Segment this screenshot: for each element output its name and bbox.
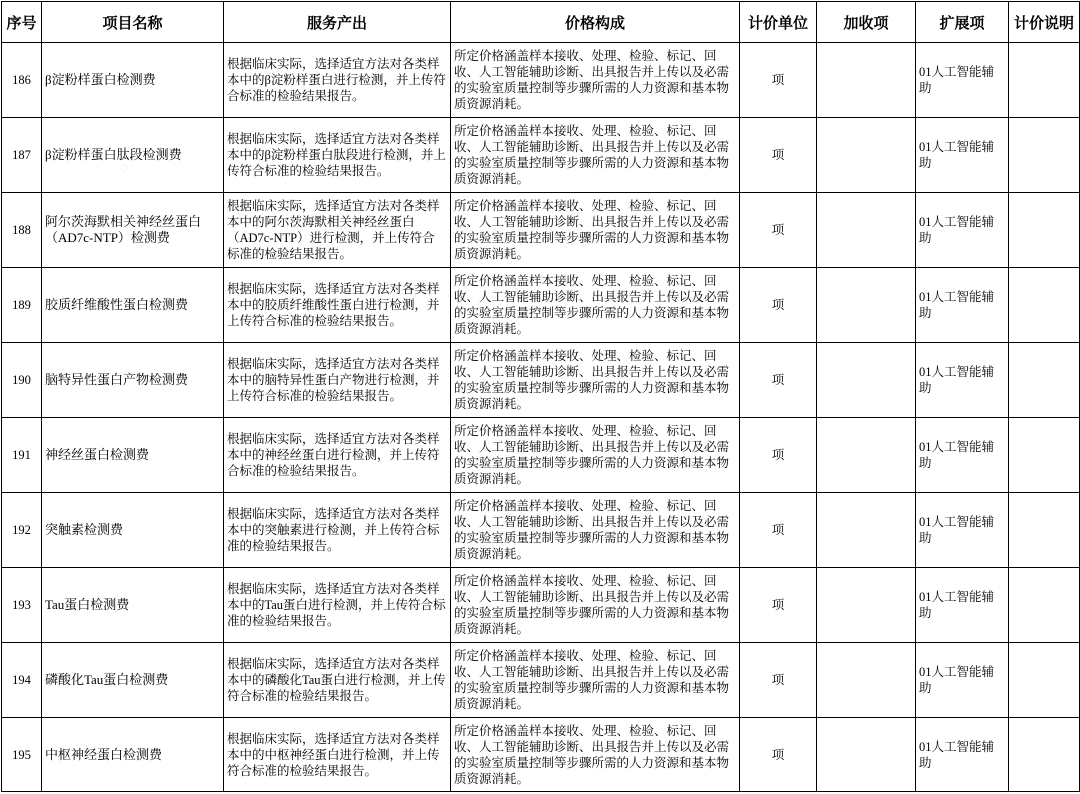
cell-output: 根据临床实际，选择适宜方法对各类样本中的神经丝蛋白进行检测，并上传符合标准的检验结果报告。 — [224, 418, 451, 493]
cell-output: 根据临床实际，选择适宜方法对各类样本中的Tau蛋白进行检测，并上传符合标准的检验结果报告。 — [224, 568, 451, 643]
cell-extension: 01人工智能辅助 — [916, 718, 1009, 792]
cell-no: 191 — [2, 418, 42, 493]
cell-note — [1009, 643, 1080, 718]
cell-no: 190 — [2, 343, 42, 418]
cell-surcharge — [817, 268, 916, 343]
cell-name: 中枢神经蛋白检测费 — [42, 718, 224, 792]
table-row — [2, 643, 1080, 718]
header-unit: 计价单位 — [740, 2, 817, 43]
cell-surcharge — [817, 193, 916, 268]
header-no: 序号 — [2, 2, 42, 43]
cell-price: 所定价格涵盖样本接收、处理、检验、标记、回收、人工智能辅助诊断、出具报告并上传以及必需的实验室质量控制等步骤所需的人力资源和基本物质资源消耗。 — [451, 643, 740, 718]
cell-name: β淀粉样蛋白肽段检测费 — [42, 118, 224, 193]
cell-extension: 01人工智能辅助 — [916, 493, 1009, 568]
cell-name: β淀粉样蛋白检测费 — [42, 43, 224, 118]
header-note: 计价说明 — [1009, 2, 1080, 43]
fee-table — [1, 1, 1080, 792]
cell-no: 193 — [2, 568, 42, 643]
cell-note — [1009, 568, 1080, 643]
header-output: 服务产出 — [224, 2, 451, 43]
cell-price: 所定价格涵盖样本接收、处理、检验、标记、回收、人工智能辅助诊断、出具报告并上传以及必需的实验室质量控制等步骤所需的人力资源和基本物质资源消耗。 — [451, 493, 740, 568]
cell-unit: 项 — [740, 718, 817, 792]
table-row — [2, 43, 1080, 118]
cell-surcharge — [817, 418, 916, 493]
cell-output: 根据临床实际，选择适宜方法对各类样本中的胶质纤维酸性蛋白进行检测，并上传符合标准的检验结果报告。 — [224, 268, 451, 343]
cell-extension: 01人工智能辅助 — [916, 643, 1009, 718]
cell-extension: 01人工智能辅助 — [916, 418, 1009, 493]
cell-unit: 项 — [740, 193, 817, 268]
cell-surcharge — [817, 118, 916, 193]
cell-note — [1009, 493, 1080, 568]
cell-output: 根据临床实际，选择适宜方法对各类样本中的突触素进行检测，并上传符合标准的检验结果报告。 — [224, 493, 451, 568]
cell-unit: 项 — [740, 643, 817, 718]
cell-no: 186 — [2, 43, 42, 118]
cell-unit: 项 — [740, 493, 817, 568]
cell-surcharge — [817, 643, 916, 718]
table-header — [2, 2, 1080, 43]
cell-note — [1009, 193, 1080, 268]
cell-output: 根据临床实际，选择适宜方法对各类样本中的磷酸化Tau蛋白进行检测，并上传符合标准的检验结果报告。 — [224, 643, 451, 718]
cell-no: 188 — [2, 193, 42, 268]
cell-output: 根据临床实际，选择适宜方法对各类样本中的中枢神经蛋白进行检测，并上传符合标准的检验结果报告。 — [224, 718, 451, 792]
cell-surcharge — [817, 43, 916, 118]
cell-price: 所定价格涵盖样本接收、处理、检验、标记、回收、人工智能辅助诊断、出具报告并上传以及必需的实验室质量控制等步骤所需的人力资源和基本物质资源消耗。 — [451, 568, 740, 643]
cell-no: 192 — [2, 493, 42, 568]
cell-unit: 项 — [740, 343, 817, 418]
cell-name: 磷酸化Tau蛋白检测费 — [42, 643, 224, 718]
table-row — [2, 343, 1080, 418]
cell-price: 所定价格涵盖样本接收、处理、检验、标记、回收、人工智能辅助诊断、出具报告并上传以及必需的实验室质量控制等步骤所需的人力资源和基本物质资源消耗。 — [451, 718, 740, 792]
cell-extension: 01人工智能辅助 — [916, 43, 1009, 118]
cell-unit: 项 — [740, 43, 817, 118]
header-name: 项目名称 — [42, 2, 224, 43]
cell-surcharge — [817, 568, 916, 643]
cell-price: 所定价格涵盖样本接收、处理、检验、标记、回收、人工智能辅助诊断、出具报告并上传以及必需的实验室质量控制等步骤所需的人力资源和基本物质资源消耗。 — [451, 343, 740, 418]
cell-note — [1009, 43, 1080, 118]
cell-output: 根据临床实际，选择适宜方法对各类样本中的阿尔茨海默相关神经丝蛋白（AD7c-NTP）进行检测，并上传符合标准的检验结果报告。 — [224, 193, 451, 268]
cell-note — [1009, 118, 1080, 193]
table-row — [2, 568, 1080, 643]
header-surcharge: 加收项 — [817, 2, 916, 43]
cell-extension: 01人工智能辅助 — [916, 268, 1009, 343]
watermark: ○ — [116, 158, 133, 179]
cell-price: 所定价格涵盖样本接收、处理、检验、标记、回收、人工智能辅助诊断、出具报告并上传以及必需的实验室质量控制等步骤所需的人力资源和基本物质资源消耗。 — [451, 193, 740, 268]
cell-surcharge — [817, 343, 916, 418]
cell-output: 根据临床实际，选择适宜方法对各类样本中的脑特异性蛋白产物进行检测，并上传符合标准的检验结果报告。 — [224, 343, 451, 418]
cell-surcharge — [817, 718, 916, 792]
cell-name: 神经丝蛋白检测费 — [42, 418, 224, 493]
cell-extension: 01人工智能辅助 — [916, 118, 1009, 193]
cell-no: 194 — [2, 643, 42, 718]
cell-name: 胶质纤维酸性蛋白检测费 — [42, 268, 224, 343]
table-row — [2, 193, 1080, 268]
cell-price: 所定价格涵盖样本接收、处理、检验、标记、回收、人工智能辅助诊断、出具报告并上传以及必需的实验室质量控制等步骤所需的人力资源和基本物质资源消耗。 — [451, 118, 740, 193]
cell-extension: 01人工智能辅助 — [916, 568, 1009, 643]
cell-unit: 项 — [740, 268, 817, 343]
header-price: 价格构成 — [451, 2, 740, 43]
cell-price: 所定价格涵盖样本接收、处理、检验、标记、回收、人工智能辅助诊断、出具报告并上传以及必需的实验室质量控制等步骤所需的人力资源和基本物质资源消耗。 — [451, 268, 740, 343]
cell-name: 突触素检测费 — [42, 493, 224, 568]
cell-note — [1009, 343, 1080, 418]
cell-no: 189 — [2, 268, 42, 343]
table-row — [2, 418, 1080, 493]
table-row — [2, 268, 1080, 343]
cell-unit: 项 — [740, 418, 817, 493]
cell-surcharge — [817, 493, 916, 568]
cell-no: 195 — [2, 718, 42, 792]
table-body — [2, 43, 1080, 792]
cell-note — [1009, 268, 1080, 343]
cell-no: 187 — [2, 118, 42, 193]
cell-unit: 项 — [740, 568, 817, 643]
table-row — [2, 493, 1080, 568]
table-row — [2, 718, 1080, 792]
cell-name: 脑特异性蛋白产物检测费 — [42, 343, 224, 418]
header-extension: 扩展项 — [916, 2, 1009, 43]
cell-name: 阿尔茨海默相关神经丝蛋白（AD7c-NTP）检测费 — [42, 193, 224, 268]
cell-extension: 01人工智能辅助 — [916, 343, 1009, 418]
cell-unit: 项 — [740, 118, 817, 193]
cell-note — [1009, 418, 1080, 493]
cell-note — [1009, 718, 1080, 792]
cell-output: 根据临床实际，选择适宜方法对各类样本中的β淀粉样蛋白进行检测，并上传符合标准的检验结果报告。 — [224, 43, 451, 118]
cell-price: 所定价格涵盖样本接收、处理、检验、标记、回收、人工智能辅助诊断、出具报告并上传以及必需的实验室质量控制等步骤所需的人力资源和基本物质资源消耗。 — [451, 418, 740, 493]
cell-price: 所定价格涵盖样本接收、处理、检验、标记、回收、人工智能辅助诊断、出具报告并上传以及必需的实验室质量控制等步骤所需的人力资源和基本物质资源消耗。 — [451, 43, 740, 118]
cell-extension: 01人工智能辅助 — [916, 193, 1009, 268]
table-row — [2, 118, 1080, 193]
cell-output: 根据临床实际，选择适宜方法对各类样本中的β淀粉样蛋白肽段进行检测，并上传符合标准的检验结果报告。 — [224, 118, 451, 193]
cell-name: Tau蛋白检测费 — [42, 568, 224, 643]
